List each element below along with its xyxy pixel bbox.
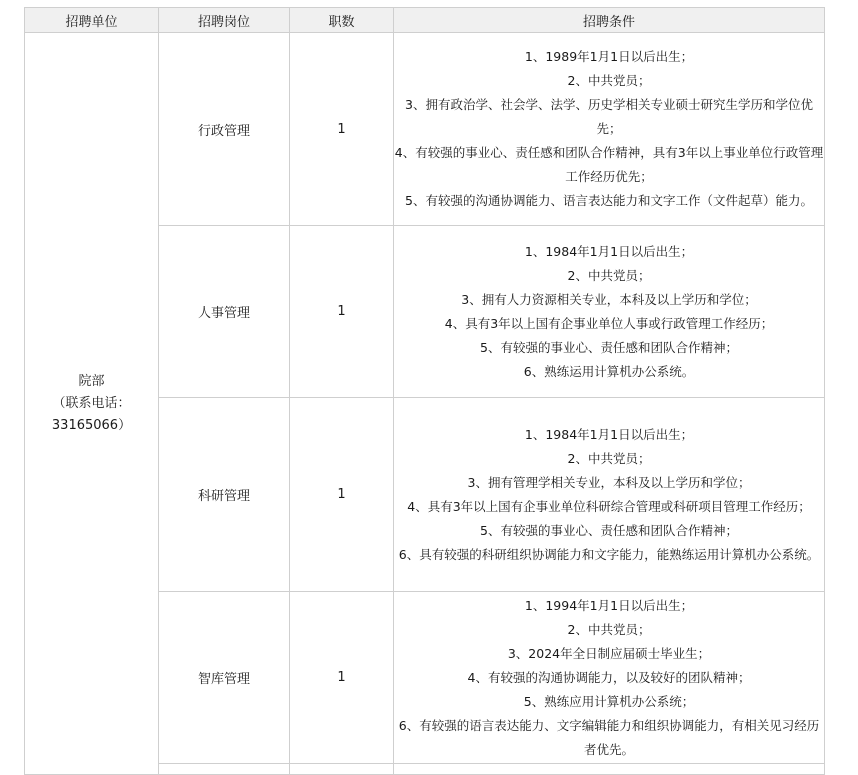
position-title: 科研管理 bbox=[159, 398, 290, 592]
condition-item: 2、中共党员； bbox=[567, 267, 651, 283]
position-count: 1 bbox=[290, 226, 394, 398]
condition-item: 4、具有3年以上国有企事业单位人事或行政管理工作经历； bbox=[444, 315, 774, 331]
condition-item: 5、有较强的事业心、责任感和团队合作精神； bbox=[480, 339, 738, 355]
condition-item: 2、中共党员； bbox=[567, 73, 651, 88]
position-count: 1 bbox=[290, 398, 394, 592]
condition-item: 5、熟练应用计算机办公系统； bbox=[523, 693, 695, 709]
position-title bbox=[159, 764, 290, 775]
condition-item: 6、熟练运用计算机办公系统。 bbox=[523, 363, 695, 379]
condition-item: 1、1994年1月1日以后出生； bbox=[524, 597, 694, 613]
condition-item: 4、有较强的事业心、责任感和团队合作精神，具有3年以上事业单位行政管理工作经历优先； bbox=[394, 145, 824, 184]
condition-item: 3、拥有政治学、社会学、法学、历史学相关专业硕士研究生学历和学位优先； bbox=[405, 97, 813, 136]
table-row bbox=[25, 33, 825, 226]
position-title: 行政管理 bbox=[159, 33, 290, 226]
header-row bbox=[25, 8, 825, 33]
condition-item: 6、有较强的语言表达能力、文字编辑能力和组织协调能力，有相关见习经历者优先。 bbox=[398, 717, 820, 757]
header-unit: 招聘单位 bbox=[25, 8, 159, 33]
condition-item: 4、有较强的沟通协调能力，以及较好的团队精神； bbox=[467, 669, 751, 685]
condition-item: 1、1989年1月1日以后出生； bbox=[524, 49, 694, 64]
position-count bbox=[290, 764, 394, 775]
position-conditions bbox=[394, 592, 825, 764]
position-count: 1 bbox=[290, 592, 394, 764]
unit-contact-label: （联系电话： bbox=[52, 395, 131, 411]
position-conditions bbox=[394, 398, 825, 592]
position-title: 人事管理 bbox=[159, 226, 290, 398]
unit-contact-number: 33165066） bbox=[51, 417, 132, 433]
position-count: 1 bbox=[290, 33, 394, 226]
condition-item: 3、2024年全日制应届硕士毕业生； bbox=[507, 645, 711, 661]
condition-item: 1、1984年1月1日以后出生； bbox=[524, 426, 694, 442]
header-conditions: 招聘条件 bbox=[394, 8, 825, 33]
unit-name: 院部 bbox=[78, 373, 105, 389]
condition-item: 6、具有较强的科研组织协调能力和文字能力，能熟练运用计算机办公系统。 bbox=[398, 546, 820, 562]
header-count: 职数 bbox=[290, 8, 394, 33]
condition-item: 1、1984年1月1日以后出生； bbox=[524, 243, 694, 259]
condition-item: 5、有较强的沟通协调能力、语言表达能力和文字工作（文件起草）能力。 bbox=[405, 193, 813, 208]
condition-item: 4、具有3年以上国有企事业单位科研综合管理或科研项目管理工作经历； bbox=[407, 498, 811, 514]
recruitment-table bbox=[24, 7, 825, 775]
condition-item: 2、中共党员； bbox=[567, 450, 651, 466]
condition-item: 5、有较强的事业心、责任感和团队合作精神； bbox=[480, 522, 738, 538]
header-position: 招聘岗位 bbox=[159, 8, 290, 33]
position-conditions bbox=[394, 226, 825, 398]
condition-item: 3、拥有管理学相关专业，本科及以上学历和学位； bbox=[467, 474, 751, 490]
unit-cell bbox=[25, 33, 159, 775]
position-conditions bbox=[394, 33, 825, 226]
condition-item: 3、拥有人力资源相关专业，本科及以上学历和学位； bbox=[461, 291, 757, 307]
condition-item: 2、中共党员； bbox=[567, 621, 651, 637]
position-conditions bbox=[394, 764, 825, 775]
position-title: 智库管理 bbox=[159, 592, 290, 764]
